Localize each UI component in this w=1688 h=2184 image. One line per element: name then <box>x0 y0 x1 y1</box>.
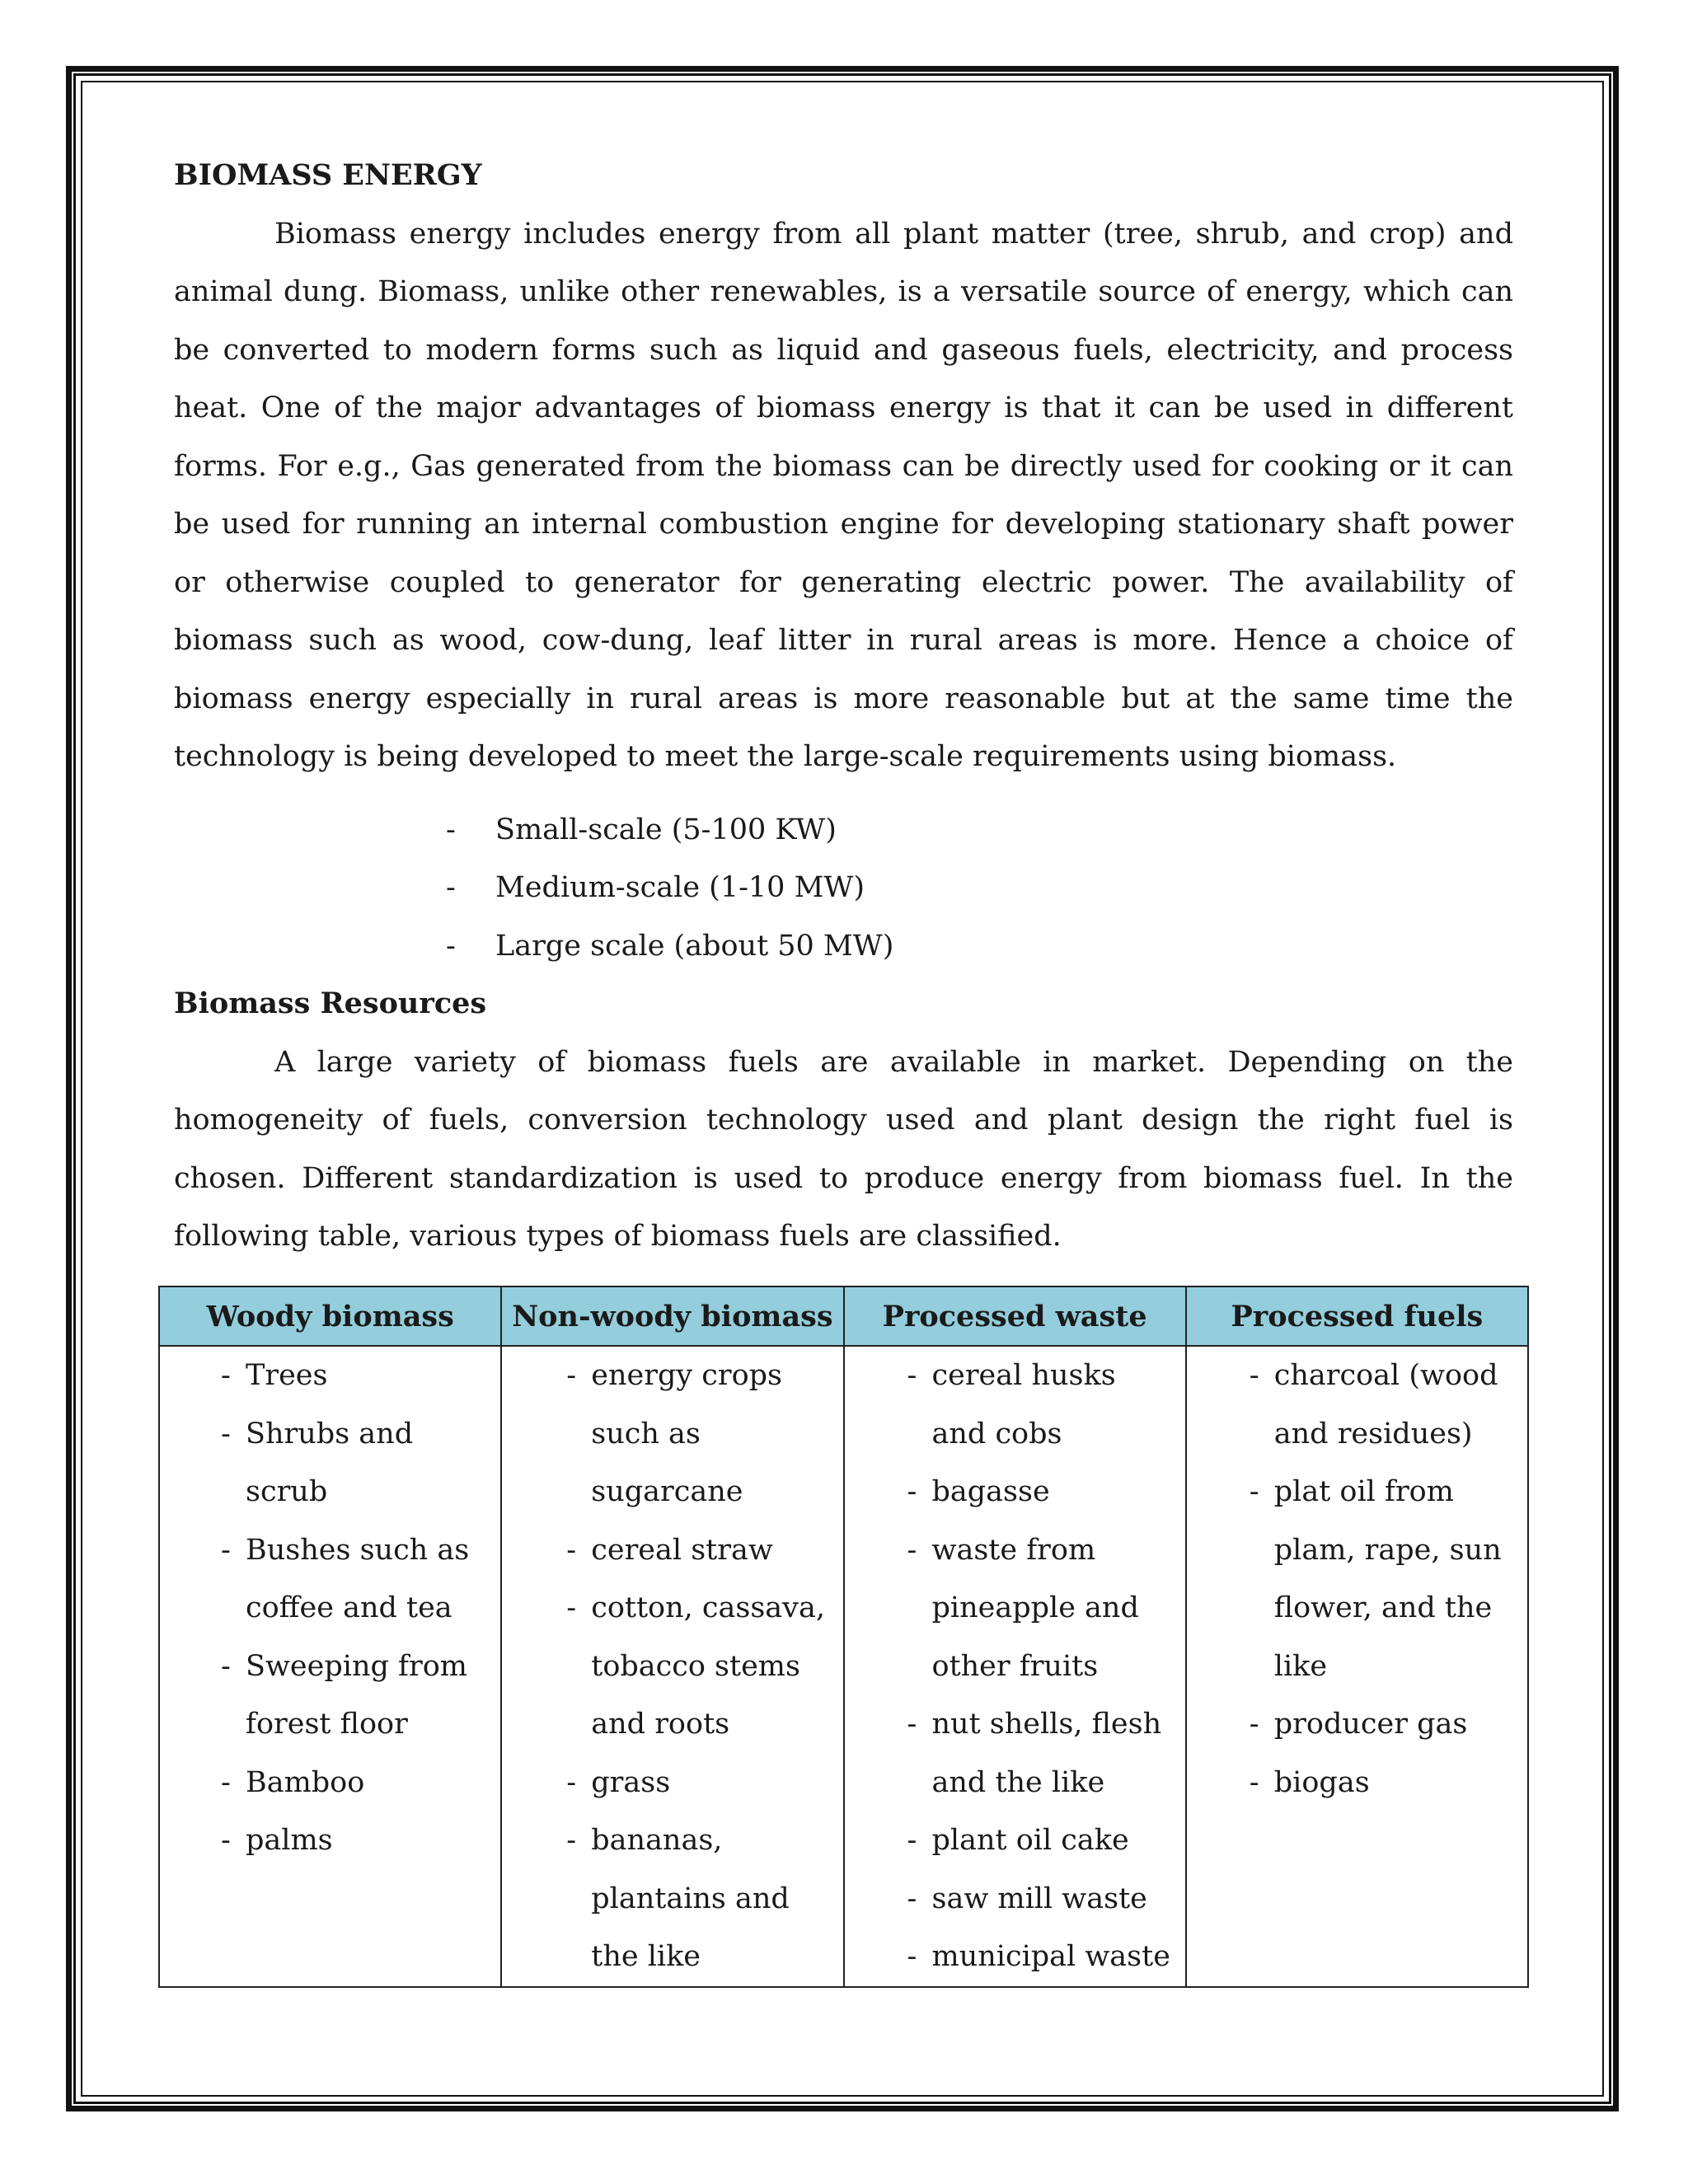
list-item: - Medium-scale (1-10 MW) <box>446 859 1513 917</box>
list-item: - cereal husks and cobs <box>907 1359 1116 1451</box>
header-processed-fuels: Processed fuels <box>1186 1286 1528 1346</box>
header-non-woody-biomass: Non-woody biomass <box>501 1286 843 1346</box>
list-item: - bagasse <box>907 1475 1050 1508</box>
non-woody-list <box>502 1347 842 1986</box>
list-item: - cereal straw <box>566 1533 773 1567</box>
section-title: BIOMASS ENERGY <box>174 158 482 192</box>
table-header-row <box>159 1286 1528 1346</box>
list-item: - saw mill waste <box>907 1882 1147 1915</box>
biomass-table <box>158 1286 1529 1988</box>
header-processed-waste: Processed waste <box>844 1286 1186 1346</box>
document-body <box>174 147 1513 1266</box>
cell-processed-fuels <box>1186 1346 1528 1987</box>
list-item: - waste from pineapple and other fruits <box>907 1533 1139 1683</box>
intro-paragraph: Biomass energy includes energy from all plant matter (tree, shrub, and crop) and animal dung. Biomass, unlike other renewables, is a versatile source of energy, which can be converted to modern forms such as liquid and gaseous fuels, electricity, and process heat. One of the major advantages of biomass energy is that it can be used in different forms. For e.g., Gas generated from the biomass can be directly used for cooking or it can be used for running an internal combustion engine for developing stationary shaft power or otherwise coupled to generator for generating electric power. The availability of biomass such as wood, cow-dung, leaf litter in rural areas is more. Hence a choice of biomass energy especially in rural areas is more reasonable but at the same time the technology is being developed to meet the large-scale requirements using biomass. <box>174 217 1513 773</box>
list-item: - palms <box>221 1824 333 1857</box>
header-woody-biomass: Woody biomass <box>159 1286 501 1346</box>
scale-list <box>174 801 1513 976</box>
list-item: - Sweeping from forest floor <box>221 1649 467 1741</box>
resources-paragraph: A large variety of biomass fuels are available in market. Depending on the homogeneity of fuels, conversion technology used and plant design the right fuel is chosen. Different standardization is used to produce energy from biomass fuel. In the following table, various types of biomass fuels are classified. <box>174 1045 1513 1253</box>
list-item: - bananas, plantains and the like <box>566 1824 790 1973</box>
list-item: - plant oil cake <box>907 1824 1129 1857</box>
table-row <box>159 1346 1528 1987</box>
list-item: - nut shells, flesh and the like <box>907 1708 1162 1799</box>
list-item: - Small-scale (5-100 KW) <box>446 801 1513 860</box>
list-item: - municipal waste <box>907 1940 1170 1973</box>
cell-woody-biomass <box>159 1346 501 1987</box>
cell-non-woody-biomass <box>501 1346 843 1987</box>
list-item: - Trees <box>221 1359 328 1392</box>
list-item: - energy crops such as sugarcane <box>566 1359 783 1508</box>
woody-list <box>160 1347 500 1870</box>
processed-waste-list <box>845 1347 1185 1986</box>
list-item: - charcoal (wood and residues) <box>1249 1359 1498 1451</box>
dash-marker: - <box>446 871 456 904</box>
list-item: - Shrubs and scrub <box>221 1417 414 1508</box>
list-item: - grass <box>566 1765 671 1799</box>
list-item: - Large scale (about 50 MW) <box>446 917 1513 976</box>
list-item: - Bushes such as coffee and tea <box>221 1533 470 1624</box>
dash-marker: - <box>446 813 456 846</box>
list-item: - cotton, cassava, tobacco stems and roots <box>566 1591 825 1741</box>
processed-fuels-list <box>1187 1347 1527 1811</box>
classification-table <box>158 1286 1529 1988</box>
list-item: - biogas <box>1249 1765 1370 1799</box>
dash-marker: - <box>446 929 456 963</box>
cell-processed-waste <box>844 1346 1186 1987</box>
list-item: - producer gas <box>1249 1708 1468 1741</box>
resources-title: Biomass Resources <box>174 987 487 1020</box>
list-item: - plat oil from plam, rape, sun flower, and the like <box>1249 1475 1502 1683</box>
list-item: - Bamboo <box>221 1765 365 1799</box>
